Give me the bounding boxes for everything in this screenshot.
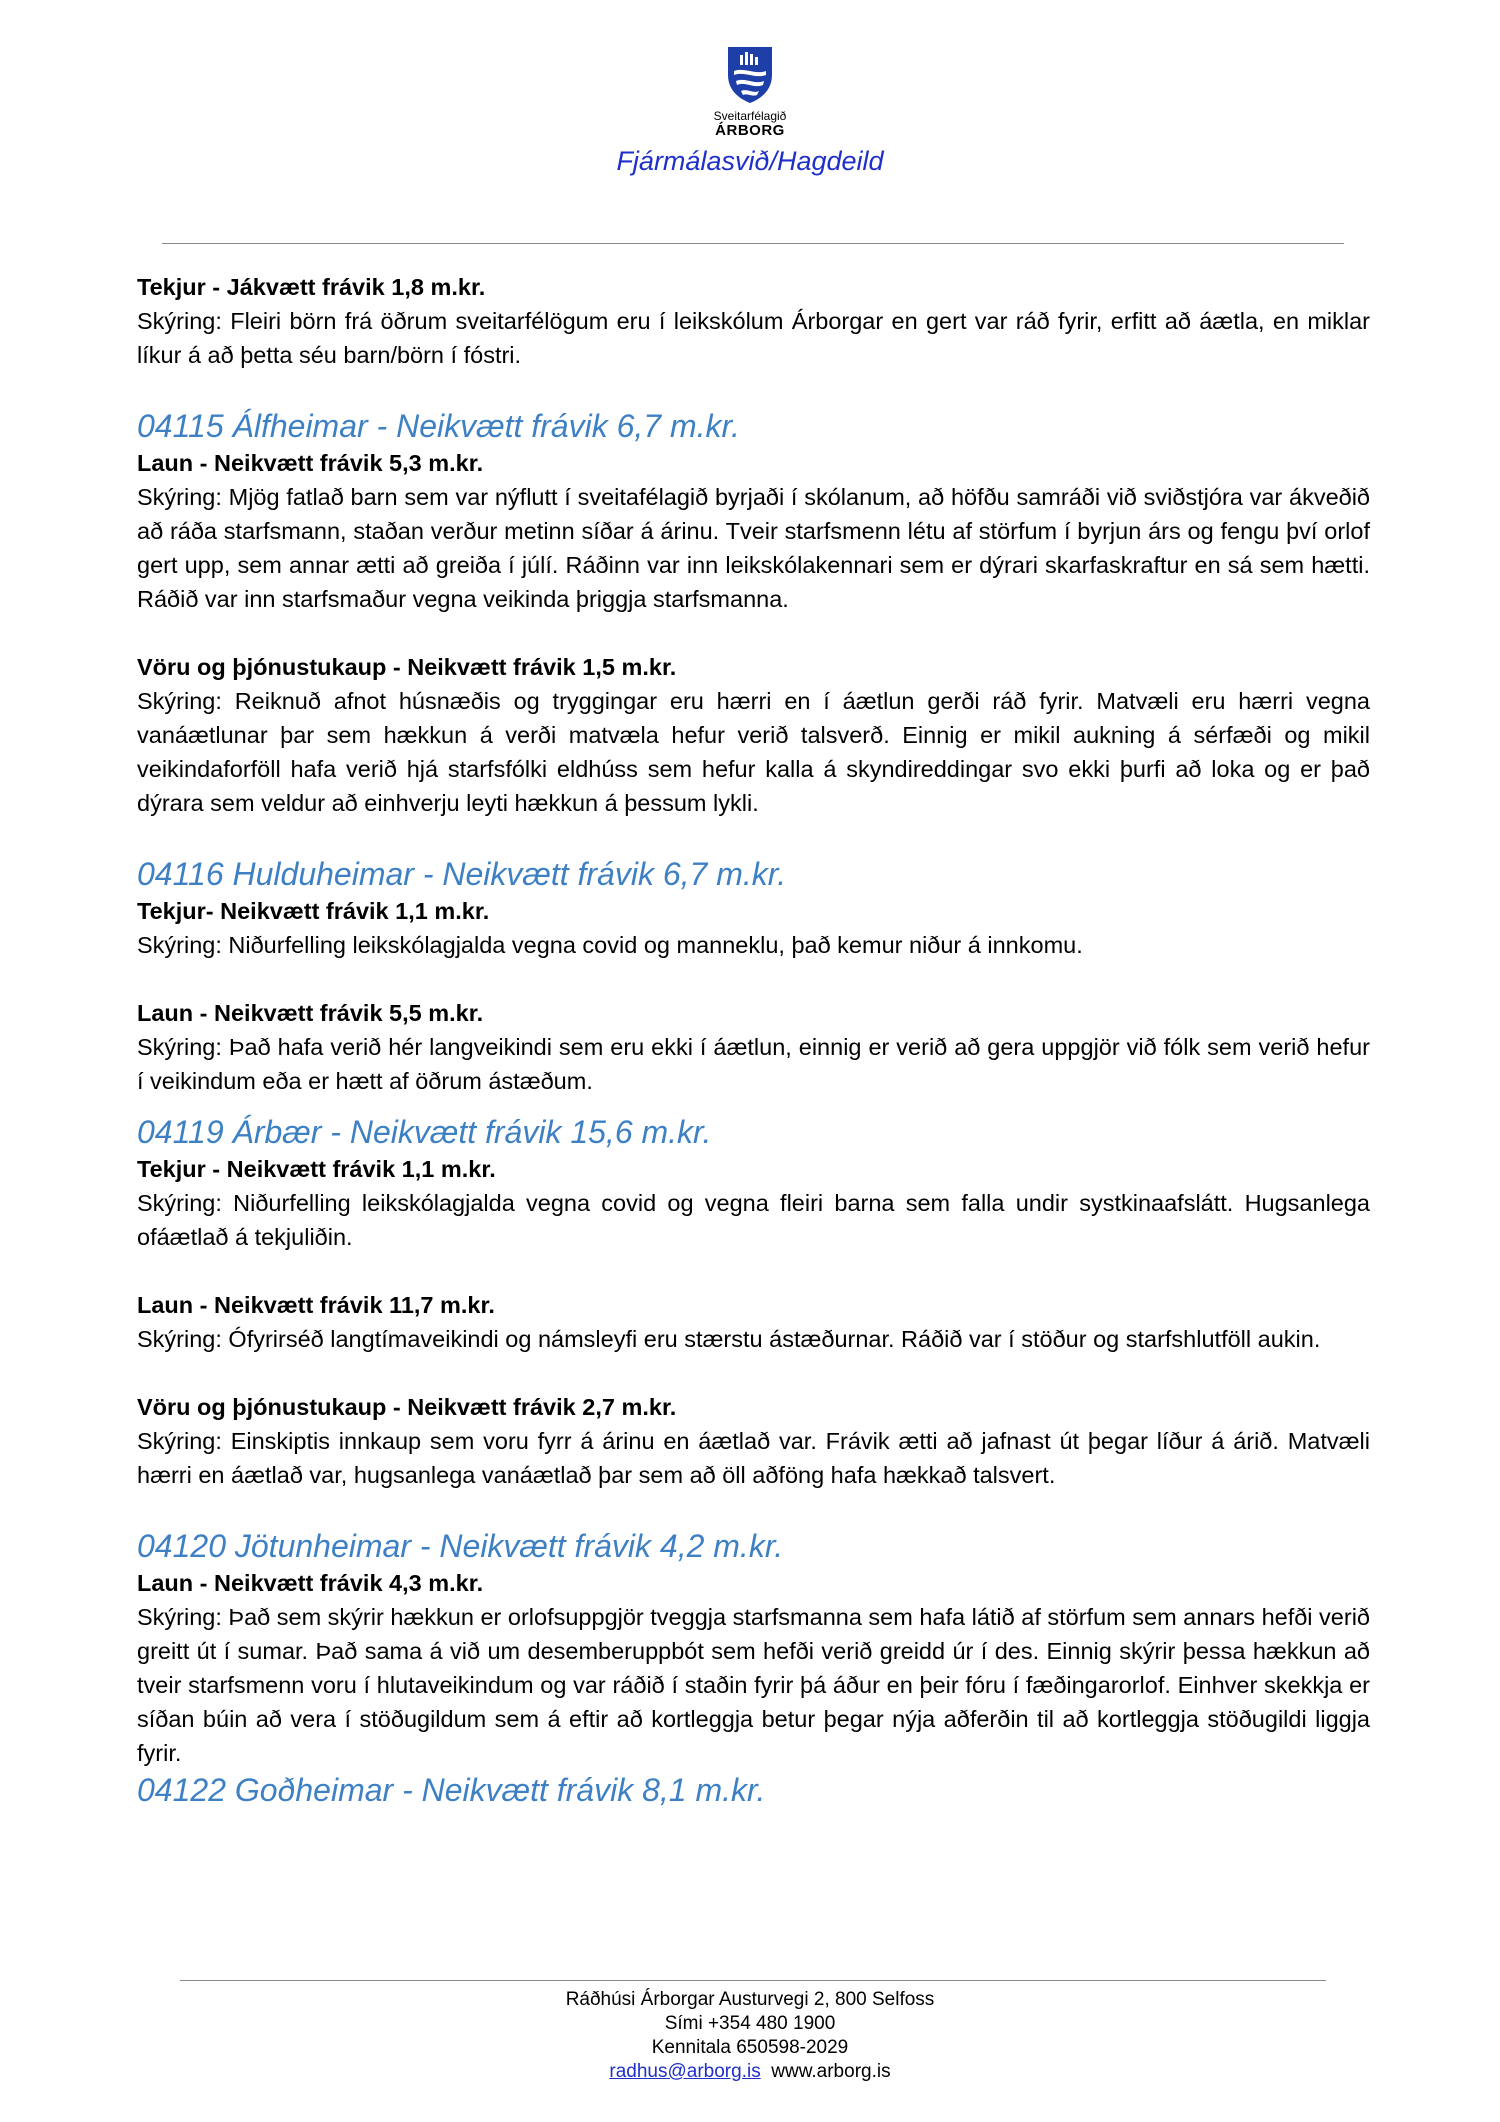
document-body [137,270,1370,1810]
website-text: www.arborg.is [771,2061,891,2082]
footer-phone: Sími +354 480 1900 [664,2013,836,2034]
item-text: Skýring: Reiknuð afnot húsnæðis og tryggingar eru hærri en í áætlun gerði ráð fyrir. Matvæli eru hærri vegna vanáætlunar þar sem hækkun á verði matvæla hefur verið talsverð. Einnig er mikil aukning á sérfæði og mikil veikindaforföll hafa verið hjá starfsfólki eldhúss sem hefur kalla á skyndireddingar svo ekki þurfi að loka og er það dýrara sem veldur að einhverju leyti hækkun á þessum lykli. [137,688,1370,816]
item-heading: Laun - Neikvætt frávik 5,5 m.kr. [137,1000,484,1026]
footer-address: Ráðhúsi Árborgar Austurvegi 2, 800 Selfoss [565,1989,935,2010]
section-jotunheimar [137,1526,1370,1770]
item-text: Skýring: Ófyrirséð langtímaveikindi og námsleyfi eru stærstu ástæðurnar. Ráðið var í stöður og starfshlutföll aukin. [137,1326,1321,1352]
intro-text: Skýring: Fleiri börn frá öðrum sveitarfélögum eru í leikskólum Árborgar en gert var ráð fyrir, erfitt að áætla, en miklar líkur á að þetta séu barn/börn í fóstri. [137,308,1370,368]
section-title: 04120 Jötunheimar - Neikvætt frávik 4,2 m.kr. [137,1528,784,1564]
item-text: Skýring: Það hafa verið hér langveikindi sem eru ekki í áætlun, einnig er verið að gera uppgjör við fólk sem verið hefur í veikindum eða er hætt af öðrum ástæðum. [137,1034,1370,1094]
item-text: Skýring: Niðurfelling leikskólagjalda vegna covid og vegna fleiri barna sem falla undir systkinaafslátt. Hugsanlega ofáætlað á tekjuliðin. [137,1190,1370,1250]
item-heading: Tekjur- Neikvætt frávik 1,1 m.kr. [137,898,490,924]
section-hulduheimar [137,854,1370,1098]
logo-line-1: Sveitarfélagið [713,109,787,123]
section-alfheimar [137,406,1370,820]
section-arbaer [137,1112,1370,1492]
email-link[interactable]: radhus@arborg.is [609,2061,761,2082]
section-title: 04116 Hulduheimar - Neikvætt frávik 6,7 m.kr. [137,856,787,892]
item-heading: Laun - Neikvætt frávik 11,7 m.kr. [137,1292,495,1318]
footer-id: Kennitala 650598-2029 [651,2037,849,2058]
item-heading: Vöru og þjónustukaup - Neikvætt frávik 1,5 m.kr. [137,654,677,680]
section-godheimar [137,1770,1370,1810]
item-text: Skýring: Niðurfelling leikskólagjalda vegna covid og manneklu, það kemur niður á innkomu. [137,932,1083,958]
item-text: Skýring: Mjög fatlað barn sem var nýflutt í sveitafélagið byrjaði í skólanum, að höfðu samráði við sviðstjóra var ákveðið að ráða starfsmann, staðan verður metinn síðar á árinu. Tveir starfsmenn létu af störfum í byrjun árs og fengu því orlof gert upp, sem annar ætti að greiða í júlí. Ráðinn var inn leikskólakennari sem er dýrari skarfaskraftur en sá sem hætti. Ráðið var inn starfsmaður vegna veikinda þriggja starfsmanna. [137,484,1370,612]
page-header [0,45,1500,177]
section-title: 04119 Árbær - Neikvætt frávik 15,6 m.kr. [137,1114,712,1150]
footer-divider [180,1980,1326,1981]
item-text: Skýring: Það sem skýrir hækkun er orlofsuppgjör tveggja starfsmanna sem hafa látið af störfum sem annars hefði verið greitt út í sumar. Það sama á við um desemberuppbót sem hefði verið greidd úr í des. Einnig skýrir þessa hækkun að tveir starfsmenn voru í hlutaveikindum og var ráðið í staðin fyrir þá áður en þeir fóru í fæðingarorlof. Einhver skekkja er síðan búin að vera í stöðugildum sem á eftir að kortleggja betur þegar nýja aðferðin til að kortleggja stöðugildi liggja fyrir. [137,1604,1370,1766]
footer-contact [0,2060,1500,2084]
item-heading: Laun - Neikvætt frávik 4,3 m.kr. [137,1570,484,1596]
arborg-logo [680,45,820,139]
item-heading: Laun - Neikvætt frávik 5,3 m.kr. [137,450,484,476]
crest-icon [726,45,774,105]
intro-heading: Tekjur - Jákvætt frávik 1,8 m.kr. [137,274,486,300]
header-divider [162,243,1344,244]
item-heading: Tekjur - Neikvætt frávik 1,1 m.kr. [137,1156,496,1182]
item-text: Skýring: Einskiptis innkaup sem voru fyrr á árinu en áætlað var. Frávik ætti að jafnast út þegar líður á árið. Matvæli hærri en áætlað var, hugsanlega vanáætlað þar sem að öll aðföng hafa hækkað talsvert. [137,1428,1370,1488]
logo-line-2: ÁRBORG [715,122,785,139]
page-footer [0,1988,1500,2084]
item-heading: Vöru og þjónustukaup - Neikvætt frávik 2,7 m.kr. [137,1394,677,1420]
section-title: 04122 Goðheimar - Neikvætt frávik 8,1 m.kr. [137,1772,766,1808]
section-title: 04115 Álfheimar - Neikvætt frávik 6,7 m.kr. [137,408,740,444]
department-name: Fjármálasvið/Hagdeild [616,146,884,176]
